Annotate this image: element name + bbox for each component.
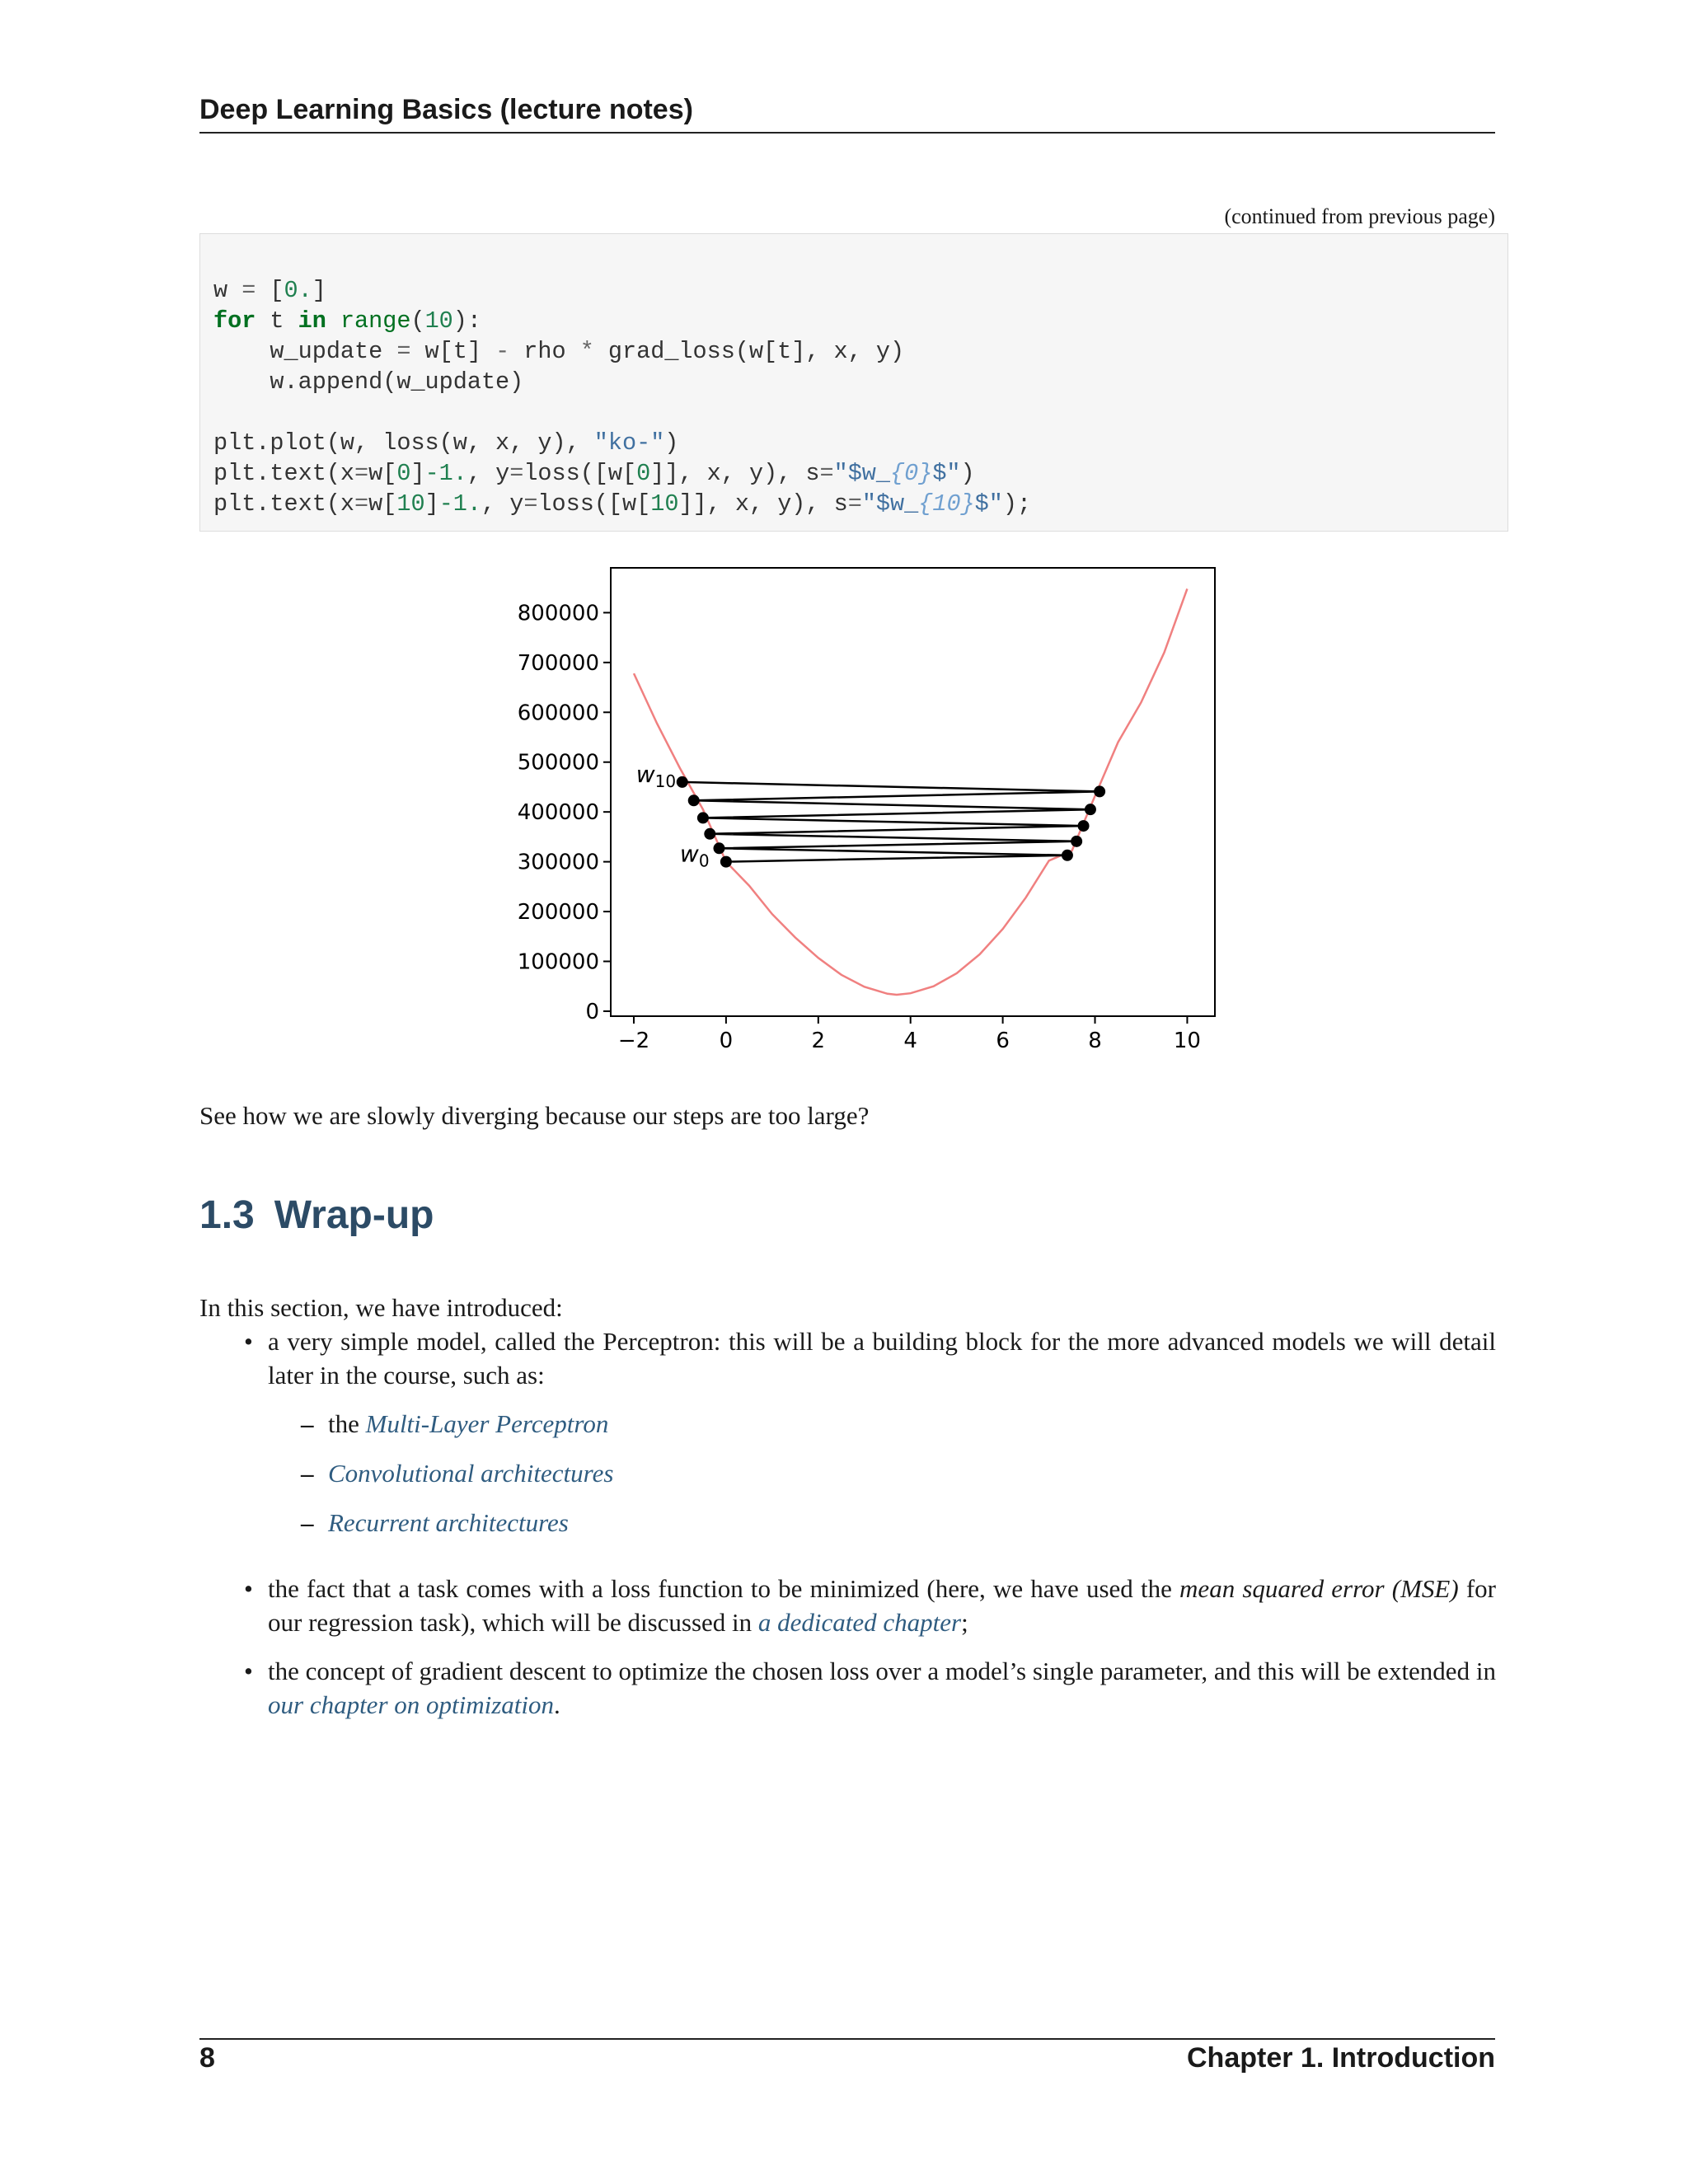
x-tick-label: 4 [903, 1029, 917, 1053]
y-tick-label: 500000 [517, 750, 599, 776]
code-token: ) [664, 429, 679, 457]
x-tick-label: 6 [996, 1029, 1010, 1053]
y-tick-label: 200000 [517, 900, 599, 926]
code-token: 0 [396, 460, 411, 487]
link-chapter-optimization[interactable]: our chapter on optimization [268, 1690, 555, 1719]
code-token: plt.plot(w, loss(w, x, y), [213, 429, 594, 457]
x-tick-label: −2 [617, 1029, 650, 1053]
dash-marker: – [301, 1409, 314, 1438]
code-token: 10 [650, 490, 679, 518]
code-token: 10 [396, 490, 425, 518]
code-token: - [495, 338, 510, 365]
x-tick-label: 10 [1173, 1029, 1201, 1053]
code-token: = [354, 460, 369, 487]
loss-plot-figure [495, 556, 1253, 1084]
code-line [213, 306, 1494, 336]
code-token: loss([w[ [537, 490, 651, 518]
plot-frame [611, 568, 1215, 1016]
annotation-subscript: 0 [698, 851, 710, 871]
code-token: rho [509, 338, 580, 365]
code-token: w_update [213, 338, 397, 365]
code-line [213, 397, 1494, 428]
code-token: w.append(w_update) [213, 368, 524, 396]
code-token: {10} [918, 490, 975, 518]
iterate-path [682, 782, 1100, 862]
code-line [213, 367, 1494, 397]
bullet-loss-text-post: ; [961, 1608, 968, 1637]
code-token: w[ [368, 490, 397, 518]
code-token: ) [960, 460, 975, 487]
dash-marker: – [301, 1459, 314, 1488]
bullet-perceptron [244, 1324, 1496, 1392]
iterate-point [720, 856, 732, 868]
section-title [199, 1193, 434, 1238]
code-token: ( [410, 307, 425, 335]
code-token: "$w_ [861, 490, 919, 518]
code-token: [ [256, 277, 284, 304]
code-token: for [213, 307, 256, 335]
code-token: , y [481, 490, 524, 518]
code-token: $" [932, 460, 961, 487]
link-dedicated-chapter[interactable]: a dedicated chapter [757, 1608, 962, 1637]
sub-item-convolutional [301, 1456, 614, 1490]
code-token: t [256, 307, 298, 335]
code-line [213, 275, 1494, 306]
code-block [199, 233, 1508, 532]
code-token: $" [974, 490, 1003, 518]
code-token: range [340, 307, 411, 335]
iterate-point [1062, 850, 1073, 861]
point-annotation: $w_{10}$ [635, 760, 677, 791]
section-name: Wrap-up [274, 1193, 434, 1237]
iterate-point [1085, 804, 1096, 815]
sub-item-mlp [301, 1407, 609, 1441]
code-token: = [847, 490, 862, 518]
code-token: plt.text(x [213, 490, 355, 518]
link-recurrent-architectures[interactable]: Recurrent architectures [328, 1508, 569, 1537]
code-token: = [354, 490, 369, 518]
code-token: , y [467, 460, 510, 487]
paragraph-diverging: See how we are slowly diverging because our steps are too large? [199, 1101, 870, 1130]
code-line [213, 489, 1494, 519]
code-token: 10 [424, 307, 453, 335]
iterate-point [677, 776, 688, 788]
bullet-gd-text-pre: the concept of gradient descent to optimize the chosen loss over a model’s single parameter, and this will be extended in [268, 1657, 1496, 1685]
code-token: = [819, 460, 834, 487]
bullet-marker: • [244, 1574, 253, 1603]
iterate-point [688, 794, 700, 806]
footer-rule [199, 2038, 1495, 2040]
code-token: 0 [636, 460, 651, 487]
y-tick-label: 100000 [517, 949, 599, 975]
iterate-point [704, 828, 715, 840]
page-number: 8 [199, 2042, 215, 2074]
x-tick-label: 0 [719, 1029, 734, 1053]
footer-chapter: Chapter 1. Introduction [1187, 2042, 1495, 2074]
link-multi-layer-perceptron[interactable]: Multi-Layer Perceptron [365, 1409, 609, 1438]
running-header: Deep Learning Basics (lecture notes) [199, 92, 1495, 134]
code-token [326, 307, 340, 335]
bullet-marker: • [244, 1657, 253, 1685]
iterate-point [1071, 836, 1082, 847]
code-token: ): [452, 307, 482, 335]
code-line [213, 428, 1494, 458]
bullet-marker: • [244, 1327, 253, 1356]
bullet-loss-emphasis: mean squared error (MSE) [1179, 1574, 1459, 1603]
point-annotation: $w_0$ [679, 840, 710, 871]
bullet-perceptron-text: a very simple model, called the Perceptron: this will be a building block for the more advanced models we will detail later in the course, such as: [268, 1327, 1496, 1390]
code-token: "$w_ [833, 460, 891, 487]
link-convolutional-architectures[interactable]: Convolutional architectures [328, 1459, 614, 1488]
code-token: = [241, 277, 256, 304]
iterate-point [1094, 785, 1105, 797]
x-tick-label: 2 [811, 1029, 826, 1053]
continued-note: (continued from previous page) [1224, 204, 1495, 228]
code-token: ); [1002, 490, 1032, 518]
code-token: ] [424, 490, 439, 518]
code-token: 0. [284, 277, 312, 304]
code-token: -1. [438, 490, 481, 518]
bullet-loss-text-mid: for our regression task), which will be discussed in [268, 1574, 1496, 1637]
code-token: loss([w[ [523, 460, 637, 487]
code-token: ]], x, y), s [650, 460, 820, 487]
code-token: ]], x, y), s [678, 490, 848, 518]
code-token: w [213, 277, 242, 304]
iterate-point [697, 812, 709, 823]
dash-marker: – [301, 1508, 314, 1537]
section-number: 1.3 [199, 1193, 255, 1237]
code-token: w[ [368, 460, 397, 487]
annotation-subscript: 10 [654, 771, 677, 791]
code-token: = [396, 338, 411, 365]
code-token: = [509, 460, 524, 487]
code-token: in [298, 307, 326, 335]
y-tick-label: 0 [585, 999, 599, 1024]
y-tick-label: 400000 [517, 800, 599, 826]
code-token: grad_loss(w[t], x, y) [593, 338, 905, 365]
sub-item-recurrent [301, 1506, 569, 1540]
code-token: ] [312, 277, 326, 304]
code-token: -1. [424, 460, 467, 487]
bullet-loss-text-pre: the fact that a task comes with a loss function to be minimized (here, we have used the [268, 1574, 1180, 1603]
bullet-gd-text-post: . [554, 1690, 560, 1719]
loss-plot [495, 556, 1253, 1084]
code-token: "ko-" [593, 429, 665, 457]
code-token: = [523, 490, 538, 518]
paragraph-intro: In this section, we have introduced: [199, 1293, 563, 1322]
code-token: ] [410, 460, 425, 487]
code-token: * [579, 338, 594, 365]
x-tick-label: 8 [1088, 1029, 1102, 1053]
sub-item-prefix: the [328, 1409, 366, 1438]
code-line [213, 336, 1494, 367]
code-token: {0} [890, 460, 933, 487]
y-tick-label: 700000 [517, 650, 599, 676]
bullet-gradient-descent [244, 1654, 1496, 1722]
y-tick-label: 300000 [517, 850, 599, 875]
code-token: w[t] [410, 338, 496, 365]
iterate-point [1078, 820, 1090, 832]
iterate-point [713, 842, 724, 854]
bullet-loss-function [244, 1572, 1496, 1639]
code-token: plt.text(x [213, 460, 355, 487]
y-tick-label: 600000 [517, 701, 599, 726]
y-tick-label: 800000 [517, 601, 599, 626]
code-line [213, 458, 1494, 489]
